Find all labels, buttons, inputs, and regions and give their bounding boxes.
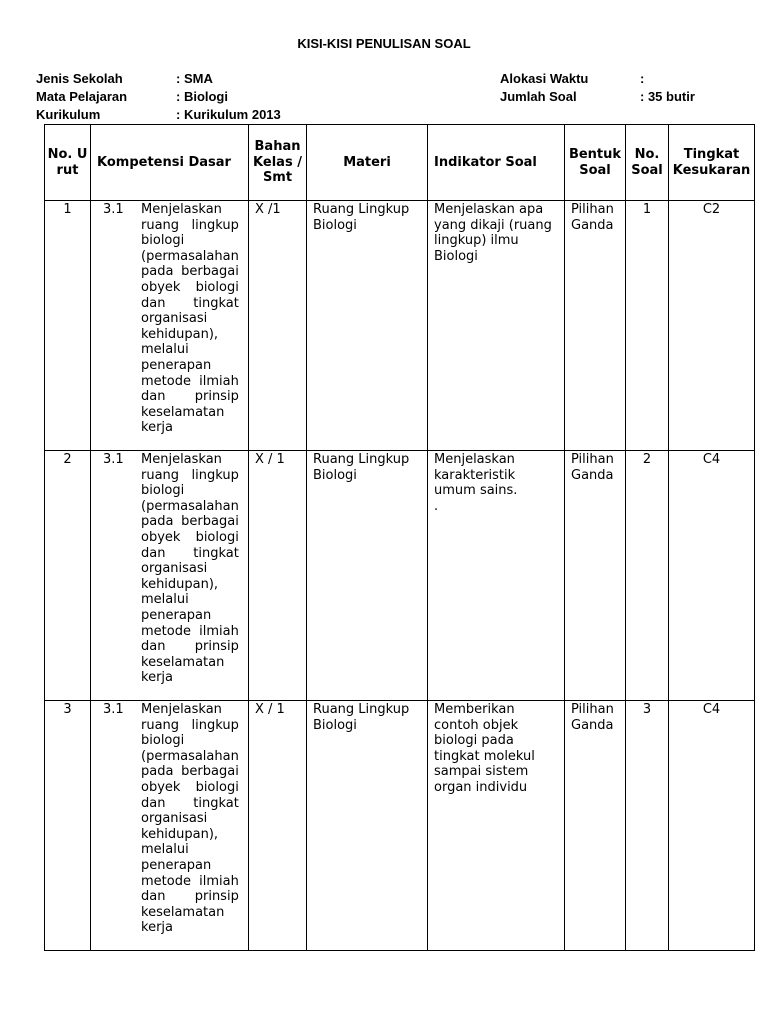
table-row xyxy=(45,451,755,701)
kd-text: Menjelaskan ruang lingkup biologi (permasalahan pada berbagai obyek biologi dan tingkat organisasi kehidupan), melalui penerapan metode ilmiah dan prinsip keselamatan kerja xyxy=(141,452,239,686)
meta-value: : Biologi xyxy=(176,89,228,104)
document-title: KISI-KISI PENULISAN SOAL xyxy=(297,36,471,51)
kisi-table xyxy=(44,124,755,951)
cell-bahan-kelas: X /1 xyxy=(249,201,307,451)
meta-row-jumlah-soal xyxy=(500,88,695,106)
header-kompetensi-dasar: Kompetensi Dasar xyxy=(91,125,249,201)
header-row xyxy=(45,125,755,201)
meta-label: Jumlah Soal xyxy=(500,89,577,104)
meta-value: : Kurikulum 2013 xyxy=(176,107,281,122)
cell-materi: Ruang Lingkup Biologi xyxy=(307,201,428,451)
cell-no-soal: 3 xyxy=(626,701,669,951)
kd-wrap xyxy=(97,452,242,686)
kd-number: 3.1 xyxy=(103,202,124,217)
meta-right xyxy=(500,70,695,106)
meta-value: : 35 butir xyxy=(640,89,695,104)
header-materi: Materi xyxy=(307,125,428,201)
cell-tingkat-kesukaran: C2 xyxy=(669,201,755,451)
meta-label: Kurikulum xyxy=(36,107,101,122)
meta-row-kurikulum xyxy=(36,106,281,124)
meta-value: : xyxy=(640,71,645,86)
cell-kompetensi-dasar xyxy=(91,451,249,701)
cell-bahan-kelas: X / 1 xyxy=(249,701,307,951)
cell-bentuk-soal: Pilihan Ganda xyxy=(565,201,626,451)
cell-bentuk-soal: Pilihan Ganda xyxy=(565,701,626,951)
meta-row-jenis-sekolah xyxy=(36,70,281,88)
cell-materi: Ruang Lingkup Biologi xyxy=(307,701,428,951)
kd-number: 3.1 xyxy=(103,452,124,467)
cell-bentuk-soal: Pilihan Ganda xyxy=(565,451,626,701)
kd-text: Menjelaskan ruang lingkup biologi (permasalahan pada berbagai obyek biologi dan tingkat organisasi kehidupan), melalui penerapan metode ilmiah dan prinsip keselamatan kerja xyxy=(141,202,239,436)
cell-kompetensi-dasar xyxy=(91,201,249,451)
kd-number: 3.1 xyxy=(103,702,124,717)
meta-row-alokasi-waktu xyxy=(500,70,695,88)
kd-text: Menjelaskan ruang lingkup biologi (permasalahan pada berbagai obyek biologi dan tingkat organisasi kehidupan), melalui penerapan metode ilmiah dan prinsip keselamatan kerja xyxy=(141,702,239,936)
header-bahan-kelas: Bahan Kelas / Smt xyxy=(249,125,307,201)
cell-indikator-soal: Memberikan contoh objek biologi pada tingkat molekul sampai sistem organ individu xyxy=(428,701,565,951)
cell-kompetensi-dasar xyxy=(91,701,249,951)
cell-no-urut: 1 xyxy=(45,201,91,451)
meta-row-mata-pelajaran xyxy=(36,88,281,106)
kd-wrap xyxy=(97,702,242,936)
cell-tingkat-kesukaran: C4 xyxy=(669,701,755,951)
cell-no-soal: 2 xyxy=(626,451,669,701)
cell-indikator-soal: Menjelaskan apa yang dikaji (ruang lingkup) ilmu Biologi xyxy=(428,201,565,451)
cell-materi: Ruang Lingkup Biologi xyxy=(307,451,428,701)
cell-bahan-kelas: X / 1 xyxy=(249,451,307,701)
meta-label: Jenis Sekolah xyxy=(36,71,123,86)
meta-label: Mata Pelajaran xyxy=(36,89,128,104)
cell-no-urut: 3 xyxy=(45,701,91,951)
header-tingkat-kesukaran: Tingkat Kesukaran xyxy=(669,125,755,201)
header-indikator-soal: Indikator Soal xyxy=(428,125,565,201)
meta-label: Alokasi Waktu xyxy=(500,71,589,86)
cell-no-soal: 1 xyxy=(626,201,669,451)
table-row xyxy=(45,201,755,451)
header-no-urut: No. Urut xyxy=(45,125,91,201)
meta-value: : SMA xyxy=(176,71,213,86)
meta-left xyxy=(36,70,281,124)
cell-indikator-soal: Menjelaskan karakteristik umum sains. . xyxy=(428,451,565,701)
header-no-soal: No. Soal xyxy=(626,125,669,201)
table-row xyxy=(45,701,755,951)
kd-wrap xyxy=(97,202,242,436)
cell-tingkat-kesukaran: C4 xyxy=(669,451,755,701)
header-bentuk-soal: Bentuk Soal xyxy=(565,125,626,201)
cell-no-urut: 2 xyxy=(45,451,91,701)
